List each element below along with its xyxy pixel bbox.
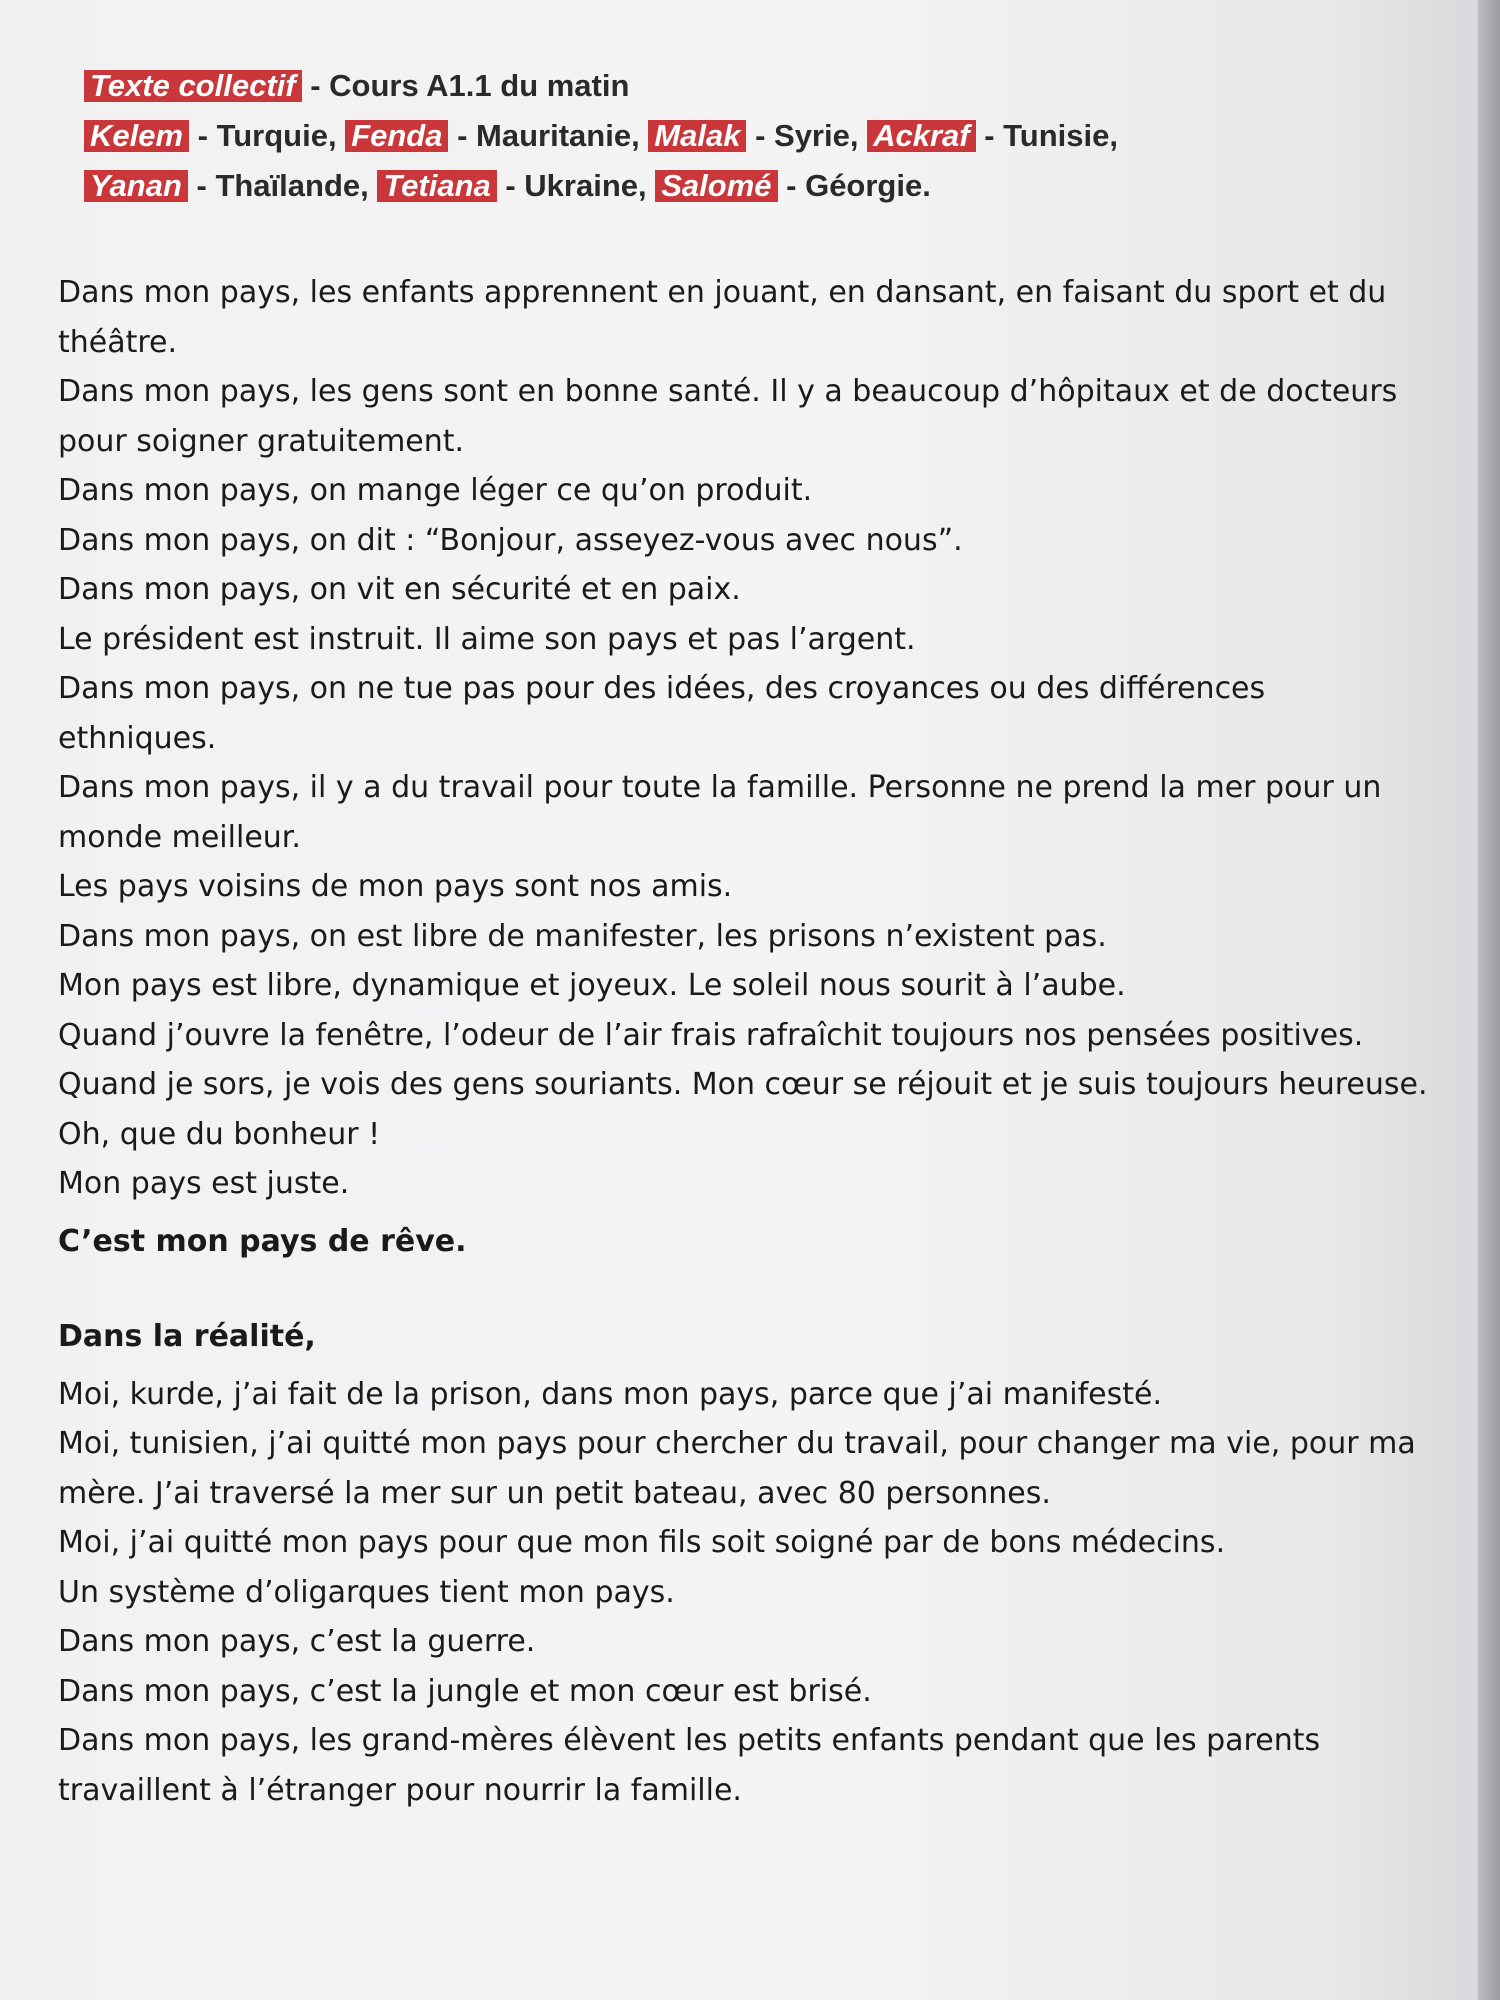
header-title-line [84, 64, 1344, 108]
name-tag: Kelem [84, 120, 189, 152]
course-title: - Cours A1.1 du matin [301, 68, 630, 103]
reality-heading: Dans la réalité, [58, 1319, 316, 1354]
name-tag: Yanan [84, 170, 188, 202]
country: - Ukraine, [496, 168, 656, 203]
reality-paragraph: Dans mon pays, les grand-mères élèvent les petits enfants pendant que les parents travaillent à l’étranger pour nourrir la famille. [58, 1723, 1321, 1808]
reality-paragraph: Moi, j’ai quitté mon pays pour que mon fils soit soigné par de bons médecins. [58, 1525, 1226, 1560]
reality-paragraph: Un système d’oligarques tient mon pays. [58, 1574, 675, 1610]
country: - Turquie, [189, 118, 346, 153]
country: - Thaïlande, [187, 168, 378, 203]
dream-paragraph: Mon pays est juste. [58, 1166, 350, 1201]
dream-paragraph: Mon pays est libre, dynamique et joyeux. Le soleil nous sourit à l’aube. [58, 968, 1126, 1003]
dream-paragraph: Les pays voisins de mon pays sont nos amis. [58, 869, 733, 904]
name-tag: Salomé [655, 170, 777, 202]
dream-conclusion: C’est mon pays de rêve. [58, 1223, 467, 1259]
name-tag: Tetiana [377, 170, 496, 202]
dream-paragraph: Dans mon pays, on dit : “Bonjour, asseyez-vous avec nous”. [58, 522, 963, 558]
dream-paragraph: Dans mon pays, les gens sont en bonne santé. Il y a beaucoup d’hôpitaux et de docteurs pour soigner gratuitement. [58, 374, 1398, 459]
dream-paragraph: Dans mon pays, on vit en sécurité et en paix. [58, 572, 741, 607]
dream-paragraph: Quand j’ouvre la fenêtre, l’odeur de l’air frais rafraîchit toujours nos pensées positives. Quand je sors, je vois des gens souriants. Mon cœur se réjouit et je suis toujours heureuse. Oh, que du bonheur ! [58, 1017, 1428, 1152]
reality-paragraph: Dans mon pays, c’est la jungle et mon cœur est brisé. [58, 1673, 872, 1709]
dream-paragraph: Dans mon pays, les enfants apprennent en jouant, en dansant, en faisant du sport et du théâtre. [58, 275, 1387, 360]
country: - Mauritanie, [448, 118, 649, 153]
name-tag: Ackraf [867, 120, 976, 152]
reality-paragraph: Moi, kurde, j’ai fait de la prison, dans mon pays, parce que j’ai manifesté. [58, 1376, 1163, 1412]
dream-paragraph: Dans mon pays, on ne tue pas pour des idées, des croyances ou des différences ethniques. [58, 671, 1266, 756]
people-line-1 [84, 114, 1344, 158]
reality-paragraph: Dans mon pays, c’est la guerre. [58, 1624, 536, 1659]
reality-paragraph: Moi, tunisien, j’ai quitté mon pays pour chercher du travail, pour changer ma vie, pour ma mère. J’ai traversé la mer sur un petit bateau, avec 80 personnes. [58, 1426, 1416, 1511]
collective-text [58, 268, 1428, 1815]
country: - Géorgie. [777, 168, 931, 203]
name-tag: Malak [648, 120, 746, 152]
dream-paragraph: Dans mon pays, on est libre de manifester, les prisons n’existent pas. [58, 918, 1107, 954]
people-line-2 [84, 164, 1344, 208]
dream-paragraph: Dans mon pays, on mange léger ce qu’on produit. [58, 473, 813, 508]
country: - Tunisie, [975, 118, 1118, 153]
page-edge-shadow [1478, 0, 1500, 2000]
label-tag: Texte collectif [84, 70, 302, 102]
name-tag: Fenda [345, 120, 448, 152]
dream-paragraph: Le président est instruit. Il aime son pays et pas l’argent. [58, 621, 916, 657]
country: - Syrie, [746, 118, 868, 153]
dream-paragraph: Dans mon pays, il y a du travail pour toute la famille. Personne ne prend la mer pour un monde meilleur. [58, 770, 1382, 855]
header [84, 64, 1344, 214]
section-gap [58, 1274, 1428, 1304]
